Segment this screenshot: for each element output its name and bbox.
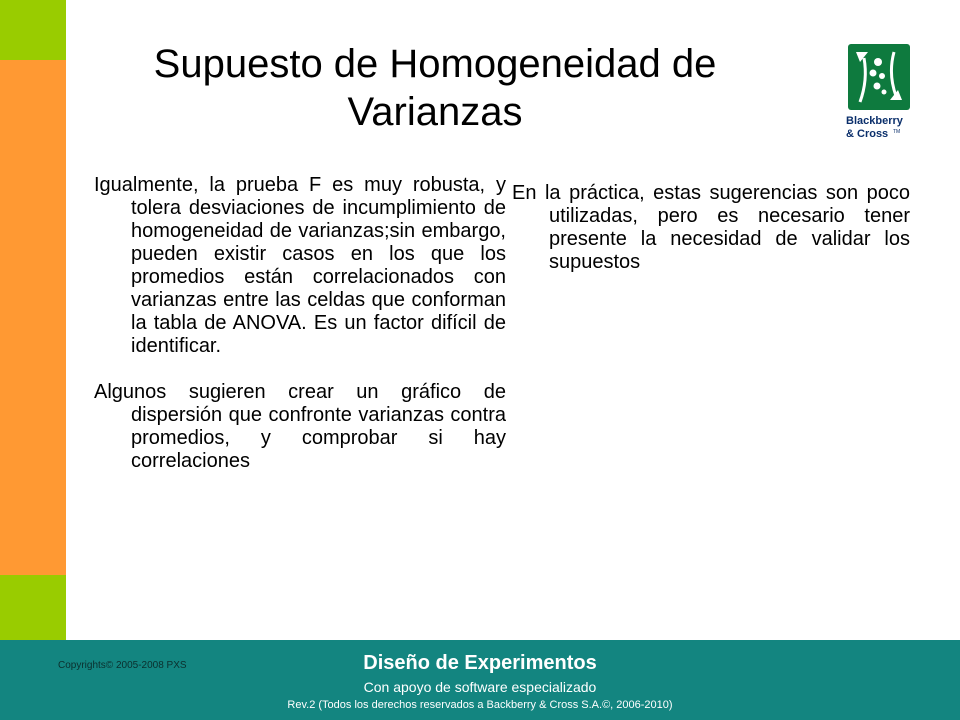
logo-trademark: TM	[893, 129, 901, 135]
footer-subtitle: Con apoyo de software especializado	[363, 679, 597, 695]
left-column	[94, 174, 506, 496]
footer-copyright: Copyrights© 2005-2008 PXS	[58, 660, 187, 671]
left-paragraph-1: Igualmente, la prueba F es muy robusta, y tolera desviaciones de incumplimiento de homogeneidad de varianzas;sin embargo, pueden existir casos en los que los promedios están correlacionados con varianzas entre las celdas que conforman la tabla de ANOVA. Es un factor difícil de identificar.	[94, 174, 506, 357]
left-accent-orange	[0, 60, 66, 575]
blackberry-cross-logo	[838, 40, 916, 148]
logo-text-line2: & Cross	[846, 128, 889, 140]
slide-title: Supuesto de Homogeneidad de Varianzas	[153, 42, 717, 134]
logo-text-line1: Blackberry	[846, 115, 903, 127]
left-paragraph-2: Algunos sugieren crear un gráfico de dispersión que confronte varianzas contra promedios, y comprobar si hay correlaciones	[94, 381, 506, 472]
right-column	[512, 182, 910, 297]
right-paragraph-1: En la práctica, estas sugerencias son poco utilizadas, pero es necesario tener presente la necesidad de validar los supuestos	[512, 182, 910, 273]
footer-revision: Rev.2 (Todos los derechos reservados a Backberry & Cross S.A.©, 2006-2010)	[287, 699, 673, 711]
left-accent-green-bottom	[0, 575, 66, 640]
left-accent-green-top	[0, 0, 66, 60]
footer-title: Diseño de Experimentos	[363, 652, 597, 674]
